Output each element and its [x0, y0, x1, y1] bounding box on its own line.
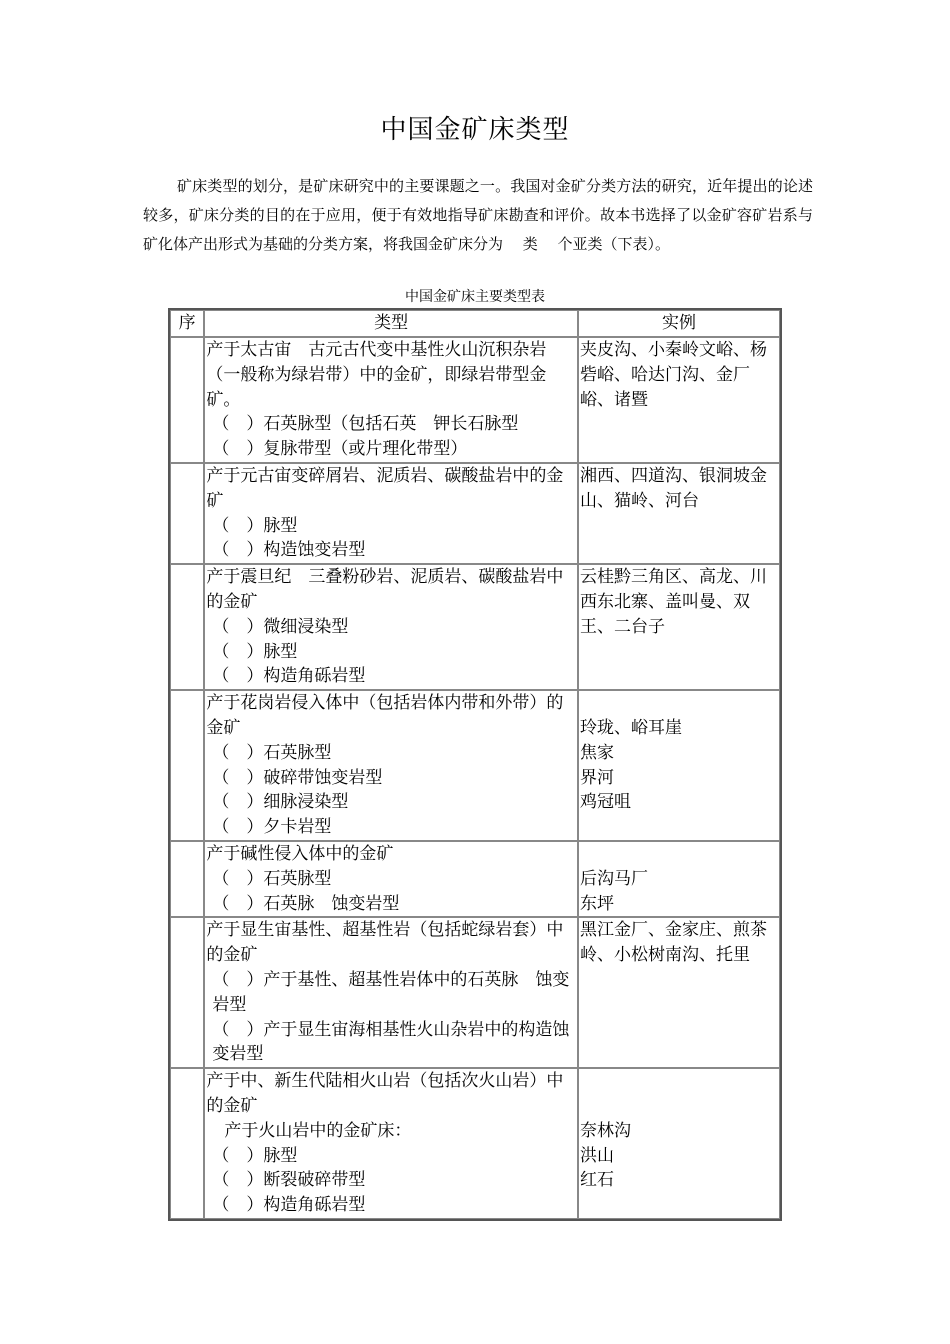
- example-item: 焦家: [580, 742, 614, 763]
- row-example-cell: [578, 841, 780, 917]
- type-description: 产于碱性侵入体中的金矿: [206, 843, 394, 864]
- example-text: 黑江金厂、金家庄、煎茶岭、小松树南沟、托里: [580, 920, 767, 966]
- table-row: [170, 841, 780, 917]
- example-text: 云桂黔三角区、高龙、川西东北寨、盖叫曼、双王、二台子: [580, 567, 767, 637]
- row-example-cell: [578, 1068, 780, 1219]
- header-seq: 序: [170, 310, 204, 337]
- table-row: [170, 337, 780, 463]
- type-description: 产于太古宙 古元古代变中基性火山沉积杂岩（一般称为绿岩带）中的金矿，即绿岩带型金矿。: [206, 340, 547, 410]
- header-example: 实例: [578, 310, 780, 337]
- subtype-item: （ ）复脉带型（或片理化带型）: [212, 439, 468, 460]
- row-type-cell: [204, 564, 578, 690]
- table-caption: 中国金矿床主要类型表: [405, 289, 545, 305]
- subtype-item: （ ）微细浸染型: [212, 616, 349, 637]
- subtype-item: （ ）石英脉 蚀变岩型: [212, 893, 400, 914]
- example-spacer: [580, 1094, 778, 1119]
- subtype-item: （ ）细脉浸染型: [212, 792, 349, 813]
- row-seq-cell: [170, 690, 204, 841]
- example-item: 界河: [580, 767, 614, 788]
- subtype-item: （ ）石英脉型（包括石英 钾长石脉型: [212, 414, 519, 435]
- example-spacer: [580, 1069, 778, 1094]
- example-spacer: [580, 842, 778, 867]
- intro-paragraph: 矿床类型的划分，是矿床研究中的主要课题之一。我国对金矿分类方法的研究，近年提出的论述较多，矿床分类的目的在于应用，便于有效地指导矿床勘查和评价。故本书选择了以金矿容矿岩系与矿化体产出形式为基础的分类方案，将我国金矿床分为 类 个亚类（下表）。: [143, 177, 813, 253]
- row-seq-cell: [170, 841, 204, 917]
- table-row: [170, 564, 780, 690]
- row-example-cell: [578, 463, 780, 564]
- row-example-cell: [578, 917, 780, 1068]
- type-subheading: 产于火山岩中的金矿床：: [224, 1120, 412, 1141]
- subtype-item: （ ）断裂破碎带型: [212, 1170, 366, 1191]
- row-seq-cell: [170, 1068, 204, 1219]
- example-text: 夹皮沟、小秦岭文峪、杨砦峪、哈达门沟、金厂峪、诸暨: [580, 340, 767, 410]
- subtype-item: （ ）脉型: [212, 515, 298, 536]
- row-type-cell: [204, 1068, 578, 1219]
- row-seq-cell: [170, 917, 204, 1068]
- subtype-item: （ ）产于显生宙海相基性火山杂岩中的构造蚀变岩型: [212, 1019, 570, 1065]
- example-item: 玲珑、峪耳崖: [580, 717, 682, 738]
- example-spacer: [580, 691, 778, 716]
- row-example-cell: [578, 690, 780, 841]
- table-header-row: [170, 310, 780, 337]
- example-item: 洪山: [580, 1145, 614, 1166]
- subtype-item: （ ）脉型: [212, 641, 298, 662]
- subtype-item: （ ）构造角砾岩型: [212, 1195, 366, 1216]
- page-title: 中国金矿床类型: [380, 115, 570, 145]
- subtype-item: （ ）破碎带蚀变岩型: [212, 767, 383, 788]
- subtype-item: （ ）构造蚀变岩型: [212, 540, 366, 561]
- subtype-item: （ ）产于基性、超基性岩体中的石英脉 蚀变岩型: [212, 969, 570, 1015]
- type-description: 产于显生宙基性、超基性岩（包括蛇绿岩套）中的金矿: [206, 920, 564, 966]
- example-item: 鸡冠咀: [580, 792, 631, 813]
- row-seq-cell: [170, 564, 204, 690]
- type-description: 产于震旦纪 三叠粉砂岩、泥质岩、碳酸盐岩中的金矿: [206, 567, 564, 612]
- type-description: 产于花岗岩侵入体中（包括岩体内带和外带）的金矿: [206, 693, 564, 738]
- row-type-cell: [204, 917, 578, 1068]
- type-description: 产于元古宙变碎屑岩、泥质岩、碳酸盐岩中的金矿: [206, 465, 564, 511]
- subtype-item: （ ）构造角砾岩型: [212, 666, 366, 687]
- deposit-types-table: [168, 308, 782, 1221]
- row-example-cell: [578, 337, 780, 463]
- subtype-item: （ ）脉型: [212, 1145, 298, 1166]
- example-item: 后沟马厂: [580, 868, 648, 889]
- row-type-cell: [204, 690, 578, 841]
- type-description: 产于中、新生代陆相火山岩（包括次火山岩）中的金矿: [206, 1071, 564, 1116]
- table-row: [170, 917, 780, 1068]
- row-type-cell: [204, 841, 578, 917]
- table-row: [170, 1068, 780, 1219]
- header-type: 类型: [204, 310, 578, 337]
- row-seq-cell: [170, 463, 204, 564]
- table-row: [170, 690, 780, 841]
- table-row: [170, 463, 780, 564]
- row-example-cell: [578, 564, 780, 690]
- example-item: 红石: [580, 1170, 614, 1191]
- example-text: 湘西、四道沟、银洞坡金山、猫岭、河台: [580, 465, 767, 511]
- row-type-cell: [204, 463, 578, 564]
- subtype-item: （ ）石英脉型: [212, 742, 332, 763]
- example-item: 奈林沟: [580, 1120, 631, 1141]
- subtype-item: （ ）夕卡岩型: [212, 817, 332, 838]
- subtype-item: （ ）石英脉型: [212, 868, 332, 889]
- row-type-cell: [204, 337, 578, 463]
- row-seq-cell: [170, 337, 204, 463]
- example-item: 东坪: [580, 893, 614, 914]
